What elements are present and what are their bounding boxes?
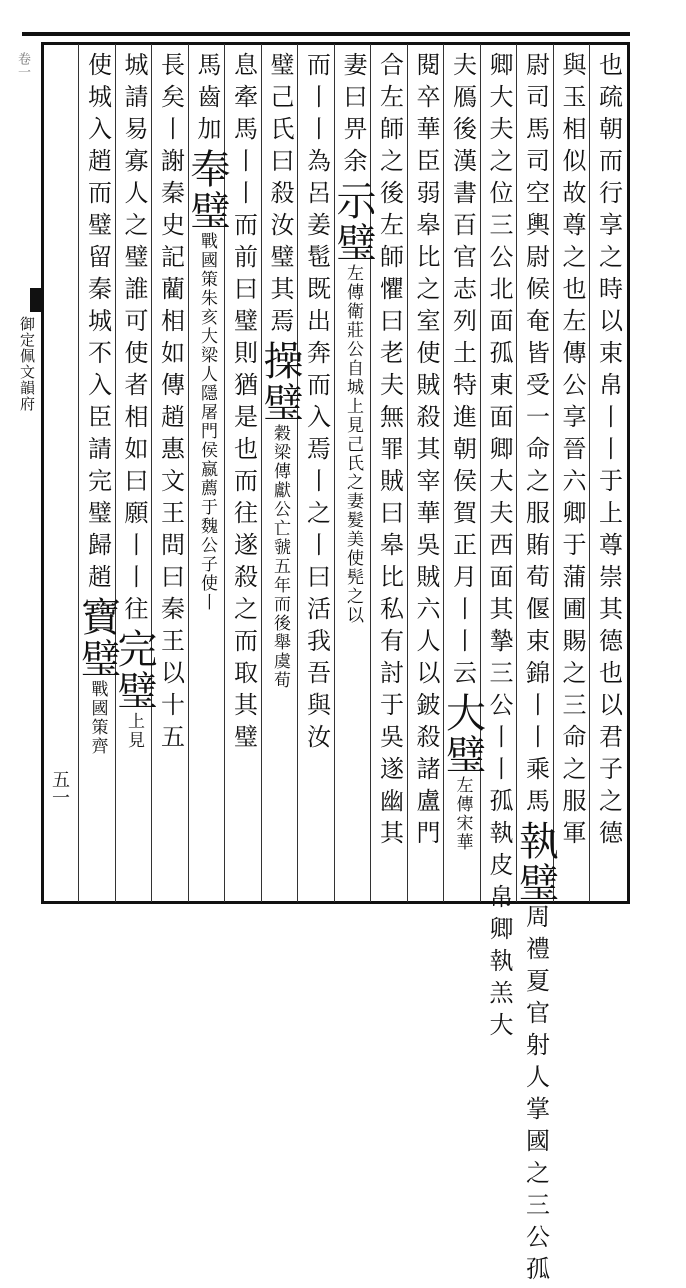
annotation-text: 左傳衛莊公自城上見己氏之妻髮美使髡之以 — [343, 264, 363, 625]
entry-heading: 寶璧 — [74, 596, 121, 680]
column-rule — [334, 44, 335, 902]
body-text: 卿大夫之位三公北面孤東面卿大夫西面其摯三公丨丨孤執皮帛卿執羔大 — [485, 52, 513, 1044]
column-rule — [78, 44, 79, 902]
fishtail-mark — [30, 288, 42, 312]
text-column — [111, 52, 157, 902]
text-column — [556, 52, 589, 902]
text-column — [300, 52, 333, 902]
column-rule — [553, 44, 554, 902]
text-column — [483, 52, 516, 1044]
text-column — [410, 52, 443, 902]
body-text: 妻曰畀余 — [339, 52, 367, 180]
margin-top-marks: 卷一 — [15, 52, 30, 78]
book-title: 御定佩文韻府 — [18, 316, 36, 412]
body-text: 周禮夏官射人掌國之三公孤 — [521, 904, 550, 1288]
body-text: 使城入趙而璧留秦城不入臣請完璧歸趙 — [83, 52, 112, 596]
body-text: 而丨丨為呂姜髢既出奔而入焉丨之丨曰活我吾與汝 — [302, 52, 331, 756]
entry-heading: 完璧 — [111, 628, 157, 712]
column-rule — [516, 44, 517, 902]
body-text: 璧己氏曰殺汝璧其焉 — [266, 52, 294, 340]
margin-strip — [0, 42, 44, 904]
body-text: 合左師之後左師懼曰老夫無罪賊曰皋比私有討于吳遂幽其 — [375, 52, 404, 852]
text-column — [439, 52, 486, 902]
column-rule — [297, 44, 298, 902]
text-column — [373, 52, 406, 902]
text-column — [154, 52, 187, 902]
text-column — [512, 52, 559, 1288]
text-column — [227, 52, 260, 902]
text-column — [74, 52, 121, 902]
body-text: 與玉相似故尊之也左傳公享晉六卿于蒲圃賜之三命之服軍 — [558, 52, 586, 852]
entry-heading: 操璧 — [257, 340, 303, 424]
body-text: 城請易寡人之璧誰可使者相如曰願丨丨往 — [120, 52, 148, 628]
entry-heading: 奉璧 — [184, 148, 230, 232]
column-rule — [370, 44, 371, 902]
annotation-text: 穀梁傳獻公亡虢五年而後舉虞荀 — [270, 424, 290, 690]
body-text: 尉司馬司空輿尉候奄皆受一命之服賄荀偃束錦丨丨乘馬 — [521, 52, 550, 820]
column-rule — [261, 44, 262, 902]
column-rule — [589, 44, 590, 902]
body-text: 長矣丨謝秦史記藺相如傳趙惠文王問曰秦王以十五 — [156, 52, 185, 756]
column-rule — [115, 44, 116, 902]
body-text: 息牽馬丨丨而前曰璧則猶是也而往遂殺之而取其璧 — [229, 52, 258, 756]
text-column — [592, 52, 625, 902]
column-rule — [151, 44, 152, 902]
entry-heading: 大璧 — [439, 692, 486, 776]
annotation-text: 左傳宋華 — [452, 776, 473, 852]
annotation-text: 上見 — [124, 712, 144, 750]
top-border — [22, 32, 630, 42]
annotation-text: 戰國策朱亥大梁人隱屠門侯嬴薦于魏公子使丨 — [197, 232, 217, 612]
entry-heading: 執璧 — [512, 820, 559, 904]
body-text: 閱卒華臣弱皋比之室使賊殺其宰華吳賊六人以鈹殺諸盧門 — [412, 52, 440, 852]
entry-heading: 示璧 — [330, 180, 376, 264]
column-rule — [407, 44, 408, 902]
text-column — [184, 52, 230, 902]
body-text: 夫鴈後漢書百官志列土特進朝侯賀正月丨丨云 — [448, 52, 477, 692]
body-text: 馬齒加 — [193, 52, 221, 148]
text-column — [257, 52, 303, 902]
body-text: 也疏朝而行享之時以束帛丨丨于上尊崇其德也以君子之德 — [594, 52, 623, 852]
text-column — [330, 52, 376, 902]
page-number: 五一 — [49, 770, 70, 806]
annotation-text: 戰國策齊 — [87, 680, 108, 756]
